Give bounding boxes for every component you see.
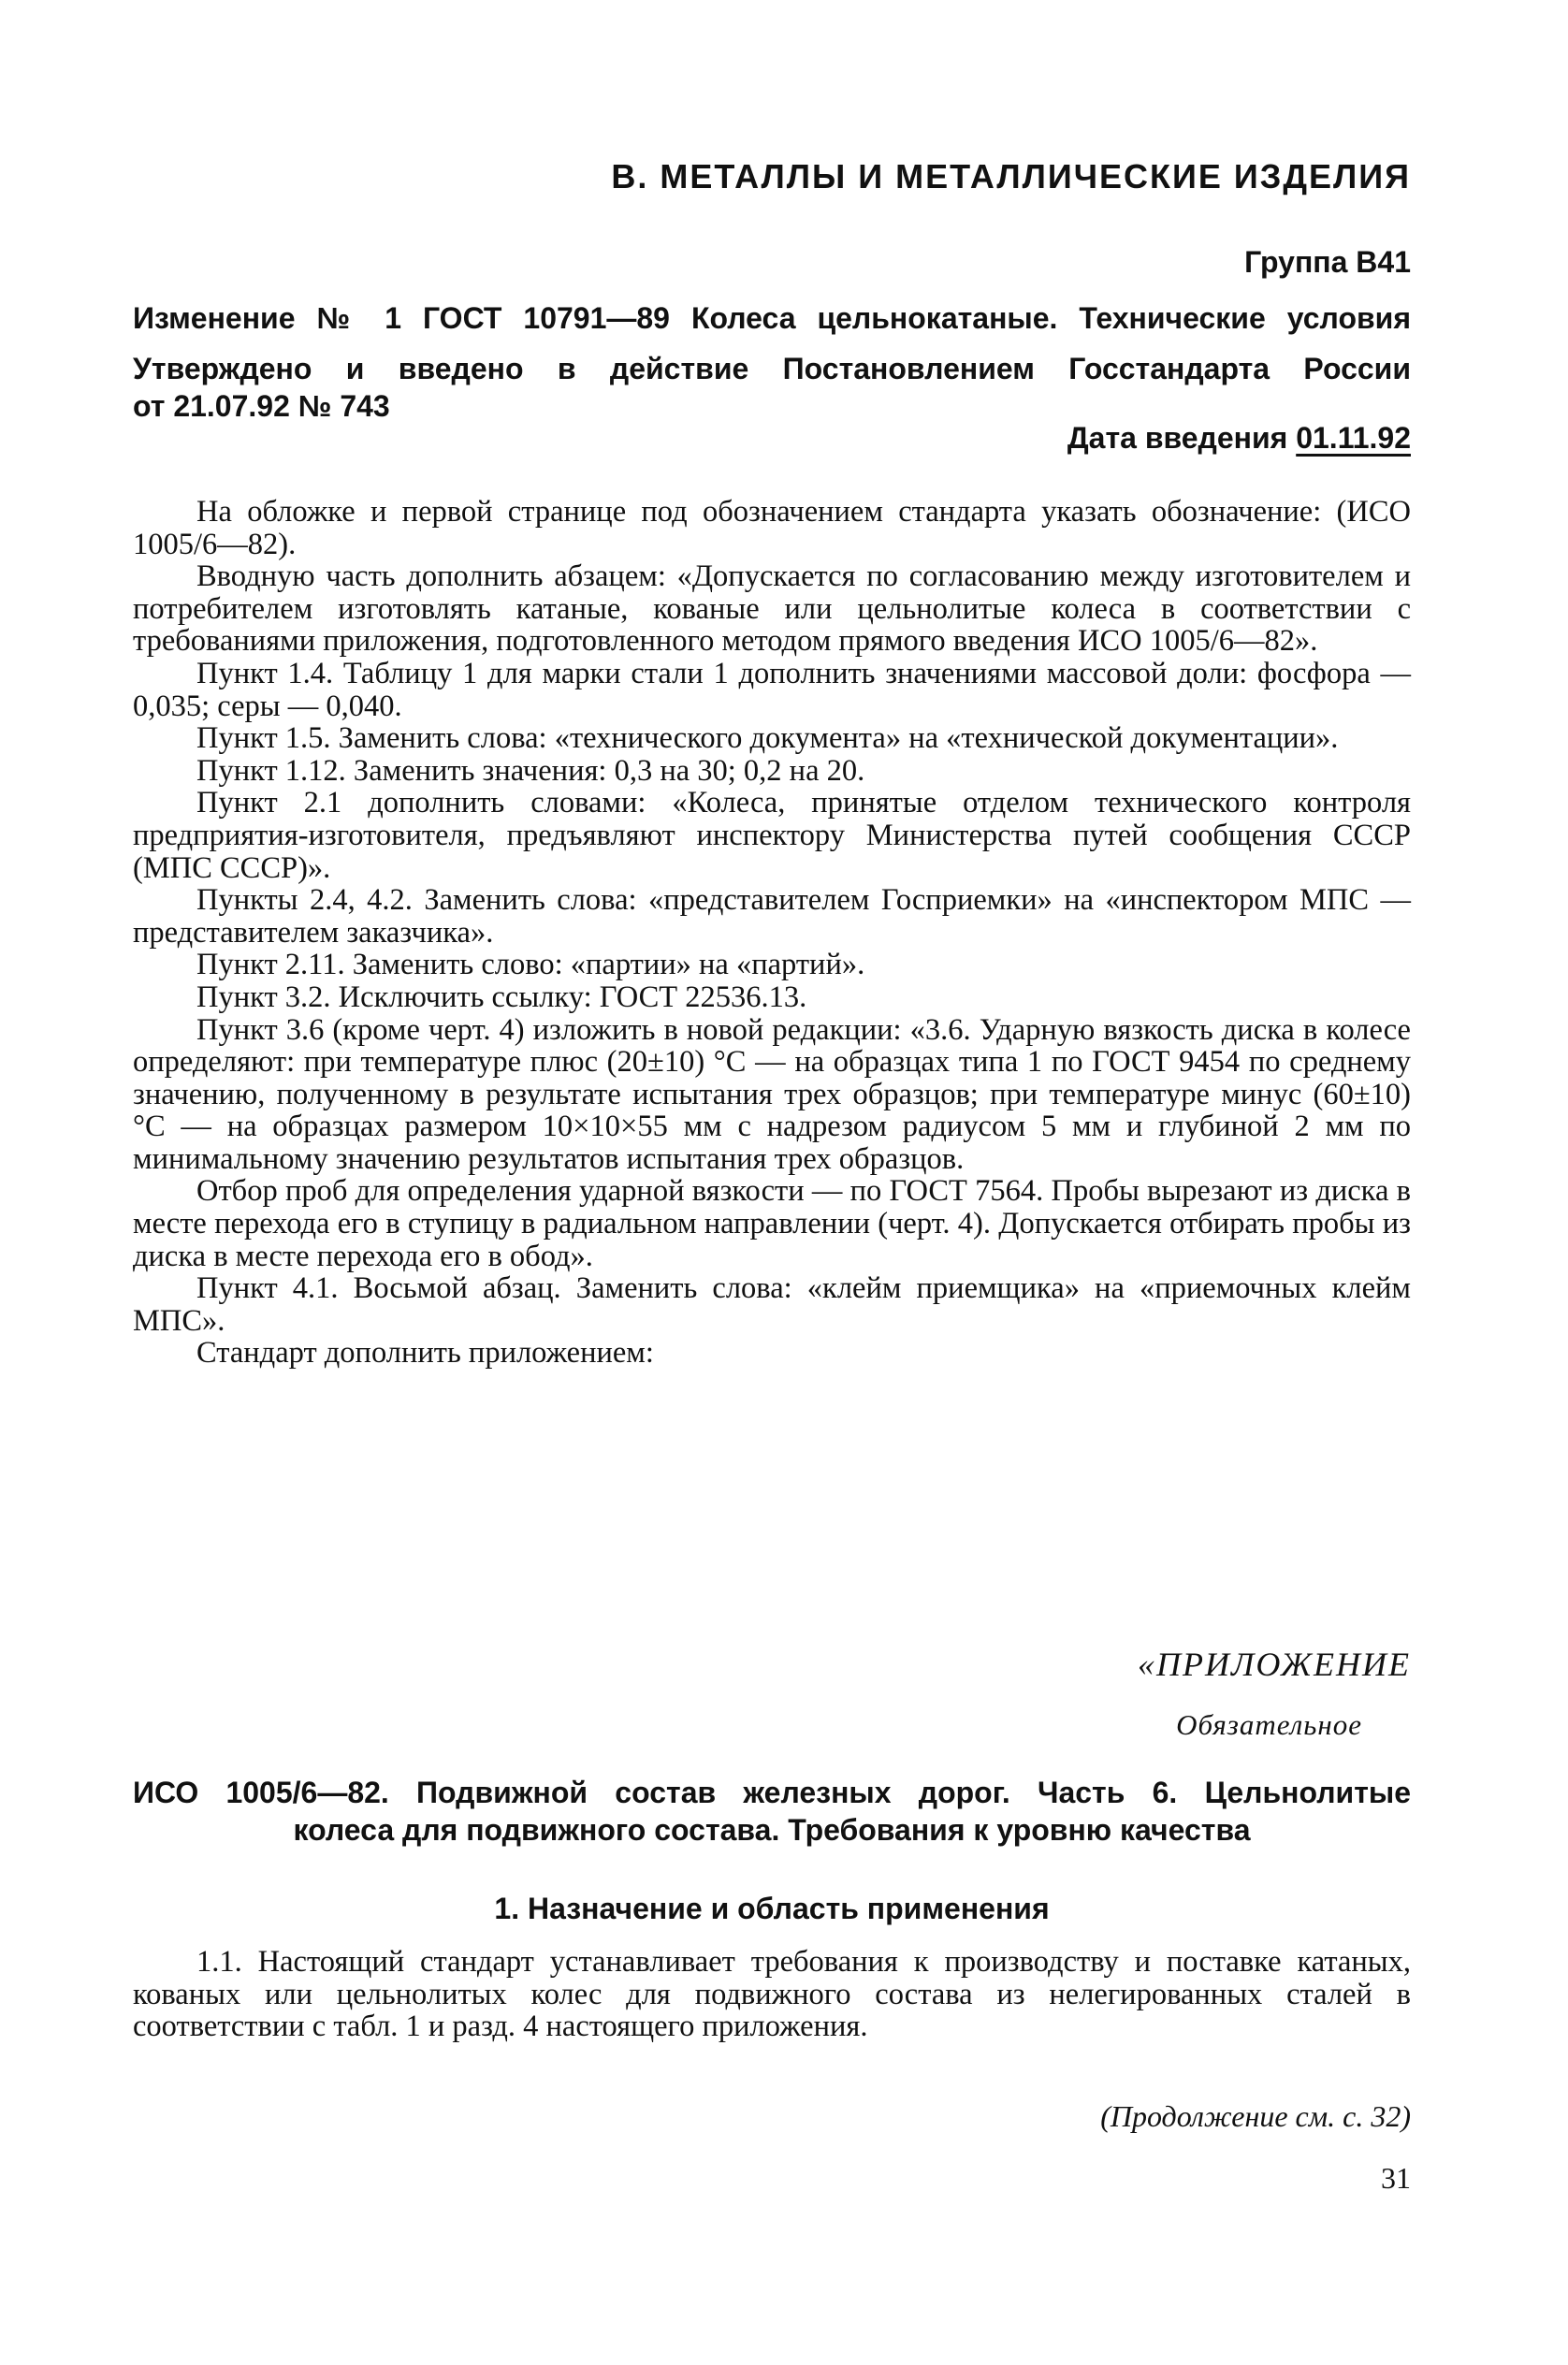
appendix-title [133, 1774, 1411, 1849]
appendix-title-line-2: колеса для подвижного состава. Требования к уровню качества [293, 1813, 1251, 1847]
appendix-title-line-1: ИСО 1005/6—82. Подвижной состав железных дорог. Часть 6. Цельнолитые [133, 1776, 1411, 1809]
change-title: Изменение № 1 ГОСТ 10791—89 Колеса цельнокатаные. Технические условия [133, 301, 1411, 335]
approval-line: Утверждено и введено в действие Постановлением Госстандарта России [133, 352, 1411, 385]
paragraph: Пункт 2.1 дополнить словами: «Колеса, принятые отделом технического контроля предприятия-изготовителя, предъявляют инспектору Министерства путей сообщения СССР (МПС СССР)». [133, 786, 1411, 885]
paragraph: Пункт 2.11. Заменить слово: «партии» на «партий». [196, 948, 865, 982]
paragraph: Стандарт дополнить приложением: [196, 1336, 654, 1371]
paragraph: Пункты 2.4, 4.2. Заменить слова: «представителем Госприемки» на «инспектором МПС — представителем заказчика». [133, 883, 1411, 950]
paragraph: Пункт 1.5. Заменить слова: «технического документа» на «технической документации». [196, 721, 1339, 756]
page-number: 31 [1381, 2161, 1411, 2195]
paragraph: Пункт 3.2. Исключить ссылку: ГОСТ 22536.13. [196, 979, 807, 1014]
section-heading: 1. Назначение и область применения [494, 1892, 1050, 1925]
group-code: Группа В41 [1244, 245, 1411, 279]
paragraph: 1.1. Настоящий стандарт устанавливает требования к производству и поставке катаных, кованых или цельнолитых колес для подвижного состава из нелегированных сталей в соответствии с табл. 1 и разд. 4 настоящего приложения. [133, 1945, 1411, 2044]
introduction-date-label: Дата введения [1067, 421, 1288, 455]
paragraph: Отбор проб для определения ударной вязкости — по ГОСТ 7564. Пробы вырезают из диска в месте перехода его в ступицу в радиальном направлении (черт. 4). Допускается отбирать пробы из диска в месте перехода его в обод». [133, 1174, 1411, 1273]
paragraph: Вводную часть дополнить абзацем: «Допускается по согласованию между изготовителем и потребителем изготовлять катаные, кованые или цельнолитые колеса в соответствии с требованиями приложения, подготовленного методом прямого введения ИСО 1005/6—82». [133, 559, 1411, 659]
paragraph: Пункт 4.1. Восьмой абзац. Заменить слова: «клейм приемщика» на «приемочных клейм МПС». [133, 1271, 1411, 1338]
paragraph: Пункт 1.4. Таблицу 1 для марки стали 1 дополнить значениями массовой доли: фосфора — 0,035; серы — 0,040. [133, 656, 1411, 723]
appendix-status: Обязательное [1176, 1708, 1362, 1741]
paragraph: Пункт 1.12. Заменить значения: 0,3 на 30; 0,2 на 20. [196, 753, 865, 788]
paragraph: Пункт 3.6 (кроме черт. 4) изложить в новой редакции: «3.6. Ударную вязкость диска в колесе определяют: при температуре плюс (20±10) °C — на образцах типа 1 по ГОСТ 9454 по среднему значению, полученному в результате испытания трех образцов; при температуре минус (60±10) °C — на образцах размером 10×10×55 мм с надрезом радиусом 5 мм и глубиной 2 мм по минимальному значению результатов испытания трех образцов. [133, 1012, 1411, 1176]
section-title: В. МЕТАЛЛЫ И МЕТАЛЛИЧЕСКИЕ ИЗДЕЛИЯ [611, 157, 1411, 196]
change-body [133, 496, 1411, 1370]
approval-date: от 21.07.92 № 743 [133, 389, 390, 423]
introduction-date [1067, 421, 1411, 456]
introduction-date-value: 01.11.92 [1296, 421, 1411, 455]
paragraph: На обложке и первой странице под обозначением стандарта указать обозначение: (ИСО 1005/6—82). [133, 495, 1411, 561]
continuation-note: (Продолжение см. с. 32) [1100, 2099, 1411, 2133]
appendix-label: «ПРИЛОЖЕНИЕ [1138, 1646, 1411, 1683]
